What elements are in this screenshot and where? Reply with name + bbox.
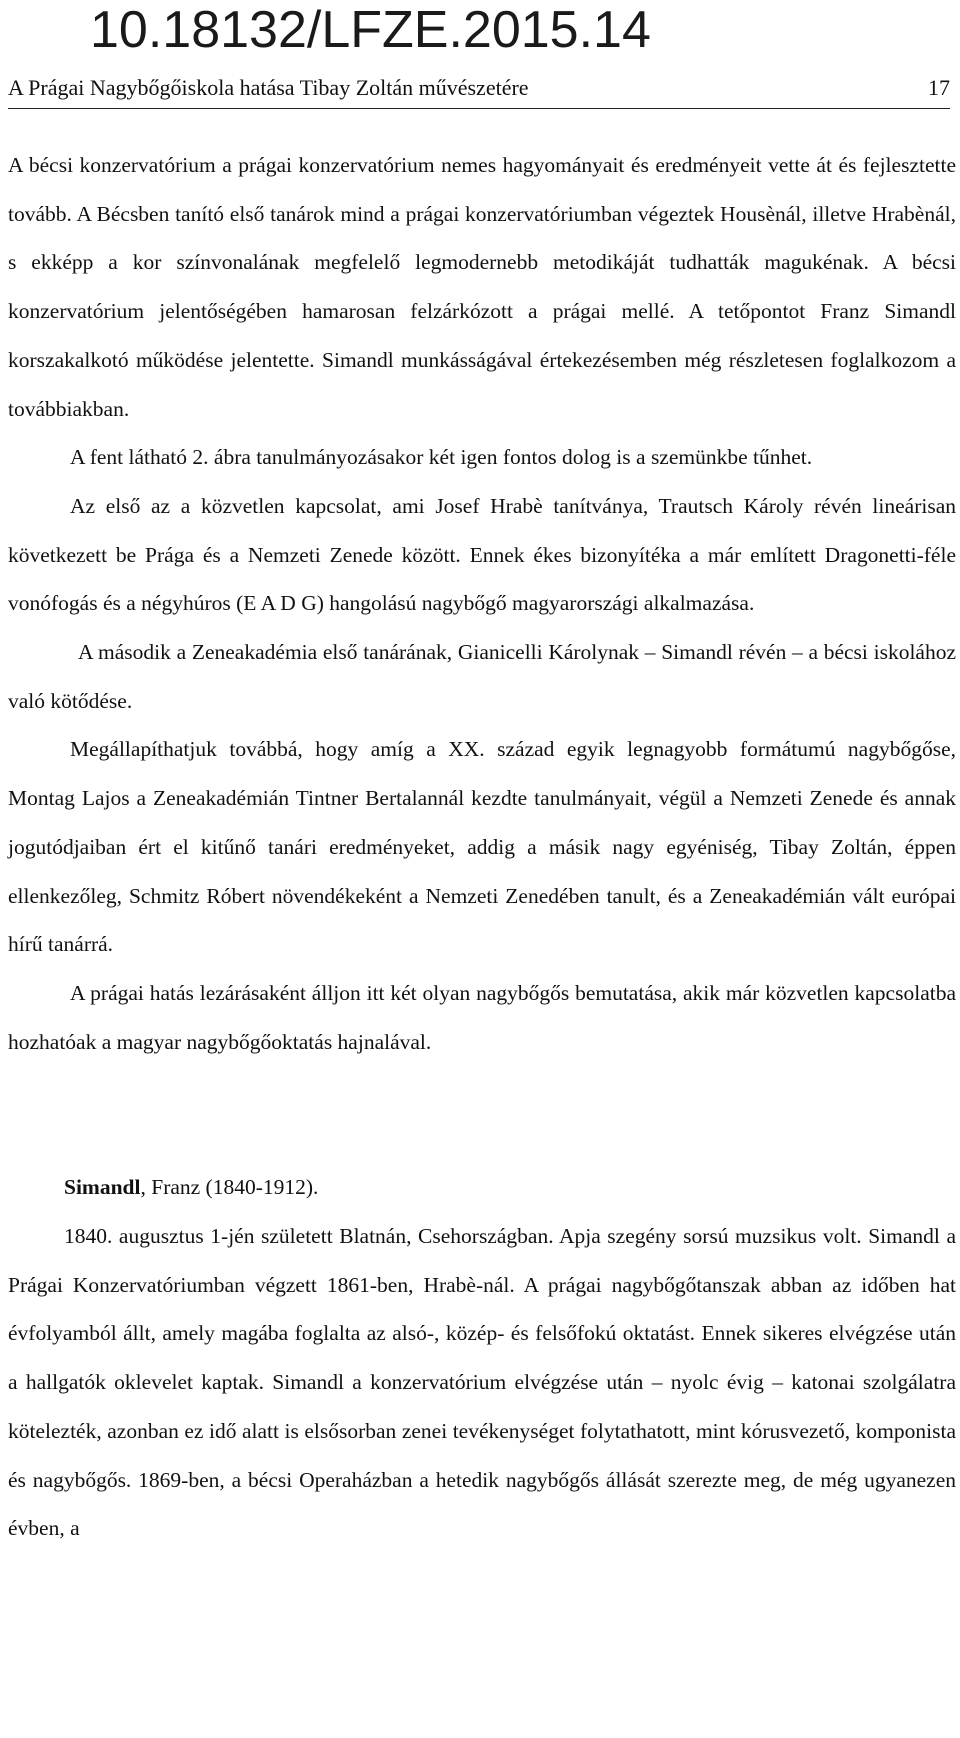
paragraph-prague-conclusion: A prágai hatás lezárásaként álljon itt két olyan nagybőgős bemutatása, akik már közvetlen kapcsolatba hozhatóak a magyar nagybőgőoktatás hajnalával. bbox=[8, 980, 956, 1054]
paragraph-first-point: Az első az a közvetlen kapcsolat, ami Josef Hrabè tanítványa, Trautsch Károly révén lineárisan következett be Prága és a Nemzeti Zenede között. Ennek ékes bizonyítéka a már említett Dragonetti-féle vonófogás és a négyhúros (E A D G) hangolású nagybőgő magyarországi alkalmazása. bbox=[8, 493, 956, 616]
running-header bbox=[8, 68, 950, 109]
paragraph-second-point: A második a Zeneakadémia első tanárának, Gianicelli Károlynak – Simandl révén – a bécsi iskolához való kötődése. bbox=[8, 640, 956, 713]
section-heading-rest: , Franz (1840-1912). bbox=[140, 1175, 319, 1200]
paragraph-montag-tibay: Megállapíthatjuk továbbá, hogy amíg a XX. század egyik legnagyobb formátumú nagybőgőse, Montag Lajos a Zeneakadémián Tintner Bertalannál kezdte tanulmányait, végül a Nemzeti Zenede és annak jogutódjaiban ért el kitűnő tanári eredményeket, addig a másik nagy egyéniség, Tibay Zoltán, éppen ellenkezőleg, Schmitz Róbert növendékeként a Nemzeti Zenedében tanult, és a Zeneakadémián vált európai hírű tanárrá. bbox=[8, 737, 956, 957]
paragraph-figure-observation: A fent látható 2. ábra tanulmányozásakor két igen fontos dolog is a szemünkbe tűnhet. bbox=[70, 445, 813, 470]
section-gap bbox=[8, 1066, 956, 1163]
doi-identifier: 10.18132/LFZE.2015.14 bbox=[90, 1, 651, 59]
section-heading-name: Simandl bbox=[64, 1175, 141, 1200]
paragraph-simandl-biography: 1840. augusztus 1-jén született Blatnán, Csehországban. Apja szegény sorsú muzsikus volt. Simandl a Prágai Konzervatóriumban végzett 1861-ben, Hrabè-nál. A prágai nagybőgőtanszak abban az időben hat évfolyamból állt, amely magába foglalta az alsó-, közép- és felsőfokú oktatást. Ennek sikeres elvégzése után a hallgatók oklevelet kaptak. Simandl a konzervatórium elvégzése után – nyolc évig – katonai szolgálatra kötelezték, azonban ez idő alatt is elsősorban zenei tevékenységet folytathatott, mint kórusvezető, komponista és nagybőgős. 1869-ben, a bécsi Operaházban a hetedik nagybőgős állását szerezte meg, de még ugyanezen évben, a bbox=[8, 1224, 956, 1541]
paragraph-vienna-conservatory: A bécsi konzervatórium a prágai konzervatórium nemes hagyományait és eredményeit vette át és fejlesztette tovább. A Bécsben tanító első tanárok mind a prágai konzervatóriumban végeztek Housènál, illetve Hrabènál, s ekképp a kor színvonalának megfelelő legmodernebb metodikáját tudhatták magukénak. A bécsi konzervatórium jelentőségében hamarosan felzárkózott a prágai mellé. A tetőpontot Franz Simandl korszakalkotó működése jelentette. Simandl munkásságával értekezésemben még részletesen foglalkozom a továbbiakban. bbox=[8, 153, 956, 421]
document-body bbox=[8, 141, 956, 1553]
section-heading bbox=[8, 1163, 956, 1212]
running-header-title: A Prágai Nagybőgőiskola hatása Tibay Zoltán művészetére bbox=[8, 75, 529, 100]
page-number: 17 bbox=[928, 75, 950, 100]
